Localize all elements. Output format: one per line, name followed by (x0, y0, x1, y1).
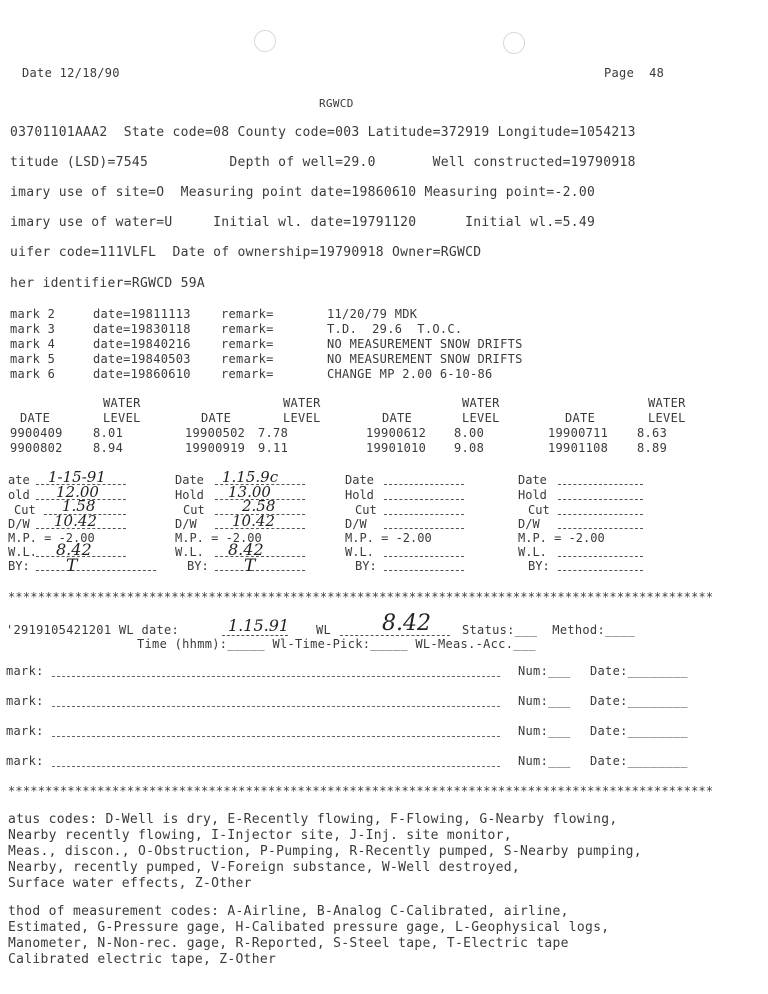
handwritten-hold: 13.00 (228, 483, 271, 501)
field-label-dw: D/W (518, 517, 540, 531)
handwritten-hold: 12.00 (56, 483, 99, 501)
handwritten-wl-value: 8.42 (382, 611, 431, 636)
column-header-level: LEVEL (462, 411, 500, 425)
handwritten-cut: 1.58 (62, 497, 96, 515)
site-line-3: imary use of site=O Measuring point date=19860610 Measuring point=-2.00 (10, 185, 596, 200)
handwritten-date: 1-15-91 (48, 468, 106, 486)
column-header-water: WATER (462, 396, 500, 410)
table-cell: 9.08 (454, 441, 485, 455)
field-label-date: ate (8, 473, 30, 487)
field-label-by: BY: (8, 559, 30, 573)
status-method-fields: Status:___ Method:____ (462, 623, 636, 637)
field-label-dw: D/W (8, 517, 30, 531)
field-label-wl: W.L. (175, 545, 204, 559)
site-line-5: uifer code=111VLFL Date of ownership=19790918 Owner=RGWCD (10, 245, 482, 260)
separator: *********************************************************************************************** (8, 784, 714, 798)
field-label-by: BY: (355, 559, 377, 573)
table-cell: 7.78 (258, 426, 289, 440)
report-date: Date 12/18/90 (22, 66, 120, 80)
punch-hole-right (503, 32, 525, 54)
field-label-cut: Cut (355, 503, 377, 517)
field-label-hold: Hold (175, 488, 204, 502)
field-label-date: Date (175, 473, 204, 487)
column-header-date: DATE (201, 411, 232, 425)
field-label-wl: W.L. (8, 545, 37, 559)
site-entry-id: '2919105421201 WL date: (6, 623, 180, 637)
site-line-2: titude (LSD)=7545 Depth of well=29.0 Well constructed=19790918 (10, 155, 636, 170)
table-cell: 9.11 (258, 441, 289, 455)
handwritten-initials: T (66, 556, 78, 576)
column-header-level: LEVEL (283, 411, 321, 425)
field-label-by: BY: (528, 559, 550, 573)
column-header-date: DATE (20, 411, 51, 425)
field-label-cut: Cut (14, 503, 36, 517)
column-header-date: DATE (565, 411, 596, 425)
table-cell: 19901108 (548, 441, 609, 455)
field-label-dw: D/W (175, 517, 197, 531)
handwritten-dw: 10.42 (54, 512, 97, 530)
field-label-mp: M.P. = -2.00 (175, 531, 262, 545)
field-label-by: BY: (187, 559, 209, 573)
field-label-dw: D/W (345, 517, 367, 531)
table-cell: 19900711 (548, 426, 609, 440)
table-cell: 19900919 (185, 441, 246, 455)
handwritten-wl: 8.42 (56, 540, 92, 559)
column-header-water: WATER (283, 396, 321, 410)
table-cell: 19901010 (366, 441, 427, 455)
field-label-date: Date (345, 473, 374, 487)
handwritten-cut: 2.58 (242, 497, 276, 515)
separator: *********************************************************************************************** (8, 590, 714, 604)
table-cell: 8.89 (637, 441, 668, 455)
punch-hole-left (254, 30, 276, 52)
table-cell: 19900612 (366, 426, 427, 440)
field-label-wl: W.L. (345, 545, 374, 559)
column-header-level: LEVEL (103, 411, 141, 425)
table-cell: 8.63 (637, 426, 668, 440)
column-header-water: WATER (648, 396, 686, 410)
column-header-date: DATE (382, 411, 413, 425)
agency-name: RGWCD (319, 97, 354, 110)
field-label-hold: Hold (345, 488, 374, 502)
table-cell: 8.00 (454, 426, 485, 440)
field-label-cut: Cut (183, 503, 205, 517)
field-label-mp: M.P. = -2.00 (518, 531, 605, 545)
field-label-hold: old (8, 488, 30, 502)
field-label-mp: M.P. = -2.00 (345, 531, 432, 545)
table-cell: 8.94 (93, 441, 124, 455)
table-cell: 8.01 (93, 426, 124, 440)
site-line-4: imary use of water=U Initial wl. date=19791120 Initial wl.=5.49 (10, 215, 596, 230)
field-label-wl: W.L. (518, 545, 547, 559)
handwritten-wl-date: 1.15.91 (228, 616, 290, 635)
wl-label: WL (316, 623, 332, 637)
table-cell: 9900409 (10, 426, 63, 440)
field-label-hold: Hold (518, 488, 547, 502)
site-line-6: her identifier=RGWCD 59A (10, 276, 206, 291)
handwritten-initials: T (244, 556, 256, 576)
field-label-mp: M.P. = -2.00 (8, 531, 95, 545)
column-header-level: LEVEL (648, 411, 686, 425)
handwritten-dw: 10.42 (232, 512, 275, 530)
field-label-cut: Cut (528, 503, 550, 517)
page-number: Page 48 (604, 66, 665, 80)
handwritten-date: 1.15.9c (222, 468, 279, 486)
table-cell: 19900502 (185, 426, 246, 440)
time-fields: Time (hhmm):_____ Wl-Time-Pick:_____ WL-Meas.-Acc.___ (137, 637, 536, 651)
handwritten-wl: 8.42 (228, 540, 264, 559)
field-label-date: Date (518, 473, 547, 487)
site-line-1: 03701101AAA2 State code=08 County code=003 Latitude=372919 Longitude=1054213 (10, 125, 636, 140)
column-header-water: WATER (103, 396, 141, 410)
table-cell: 9900802 (10, 441, 63, 455)
